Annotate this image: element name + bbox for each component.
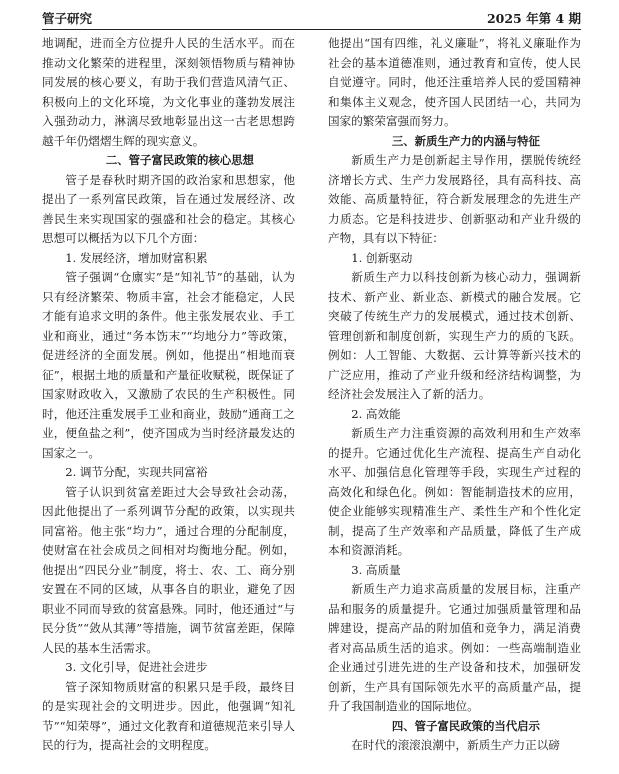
subsection-heading: 1. 创新驱动 [351,250,413,265]
paragraph: 他提出“国有四维，礼义廉耻”，将礼义廉耻作为社会的基本道德准则，通过教育和宣传，使人民自觉遵守。同时，他还注重培养人民的爱国精神和集体主义观念，使齐国人民团结一心，共同为国家的繁荣富强而努力。 [328,36,581,128]
paragraph: 新质生产力追求高质量的发展目标，注重产品和服务的质量提升。它通过加强质量管理和品牌建设，提高产品的附加值和竞争力，满足消费者对高品质生活的追求。例如：一些高端制造业企业通过引进先进的生产设备和技术，加强研发创新，生产具有国际领先水平的高质量产品，提升了我国制造业的国际地位。 [328,582,581,713]
paragraph: 新质生产力注重资源的高效利用和生产效率的提升。它通过优化生产流程、提高生产自动化水平、加强信息化管理等手段，实现生产过程的高效化和绿色化。例如：智能制造技术的应用，使企业能够实现精准生产、柔性生产和个性化定制，提高了生产效率和产品质量，降低了生产成本和资源消耗。 [328,426,581,557]
issue-number: 2025 年第 4 期 [486,11,581,26]
subsection-heading: 1. 发展经济，增加财富积累 [65,250,208,265]
paragraph: 在时代的滚滚浪潮中，新质生产力正以磅 [351,738,560,752]
right-column [328,34,581,756]
left-column [42,34,295,756]
paragraph: 新质生产力以科技创新为核心动力，强调新技术、新产业、新业态、新模式的融合发展。它突破了传统生产力的发展模式，通过技术创新、管理创新和制度创新，实现生产力的质的飞跃。例如：人工智能、大数据、云计算等新兴技术的广泛应用，推动了产业升级和经济结构调整，为经济社会发展注入了新的活力。 [328,270,581,401]
subsection-heading: 3. 文化引导，促进社会进步 [65,660,208,674]
paragraph: 新质生产力是创新起主导作用，摆脱传统经济增长方式、生产力发展路径，具有高科技、高效能、高质量特征，符合新发展理念的先进生产力质态。它是科技进步、创新驱动和产业升级的产物，具有以下特征： [328,153,581,245]
subsection-heading: 3. 高质量 [351,562,401,577]
subsection-heading: 2. 调节分配，实现共同富裕 [65,465,208,479]
section-heading: 二、管子富民政策的核心思想 [105,153,254,167]
section-heading: 四、管子富民政策的当代启示 [391,718,540,733]
running-header [42,8,581,30]
paragraph: 管子强调“仓廪实”是“知礼节”的基础，认为只有经济繁荣、物质丰富，社会才能稳定，人民才能有追求文明的条件。他主张发展农业、手工业和商业，通过“务本饬末”“均地分力”等政策，促进经济的全面发展。例如，他提出“相地而衰征”，根据土地的质量和产量征收赋税，既保证了国家财政收入，又激励了农民的生产积极性。同时，他还注重发展手工业和商业，鼓励“通商工之业，便鱼盐之利”，使齐国成为当时经济最发达的国家之一。 [42,270,295,460]
paragraph: 管子深知物质财富的积累只是手段，最终目的是实现社会的文明进步。因此，他强调“知礼节”“知荣辱”，通过文化教育和道德规范来引导人民的行为，提高社会的文明程度。 [42,679,295,752]
subsection-heading: 2. 高效能 [351,406,401,421]
paragraph: 管子认识到贫富差距过大会导致社会动荡，因此他提出了一系列调节分配的政策，以实现共同富裕。他主张“均力”，通过合理的分配制度，使财富在社会成员之间相对均衡地分配。例如，他提出“四民分业”制度，将士、农、工、商分别安置在不同的区域，从事各自的职业，避免了因职业不同而导致的贫富悬殊。同时，他还通过“与民分货”“敛从其薄”等措施，调节贫富差距，保障人民的基本生活需求。 [42,484,295,655]
section-heading: 三、新质生产力的内涵与特征 [391,133,540,148]
paragraph: 地调配，进而全方位提升人民的生活水平。而在推动文化繁荣的进程里，深刻领悟物质与精神协同发展的核心要义，有助于我们营造风清气正、积极向上的文化环境，为文化事业的蓬勃发展注入强劲动力，淋漓尽致地彰显出这一古老思想跨越千年仍熠熠生辉的现实意义。 [42,36,295,148]
paragraph: 管子是春秋时期齐国的政治家和思想家，他提出了一系列富民政策，旨在通过发展经济、改善民生来实现国家的强盛和社会的稳定。其核心思想可以概括为以下几个方面： [42,172,295,245]
journal-name: 管子研究 [42,11,93,26]
